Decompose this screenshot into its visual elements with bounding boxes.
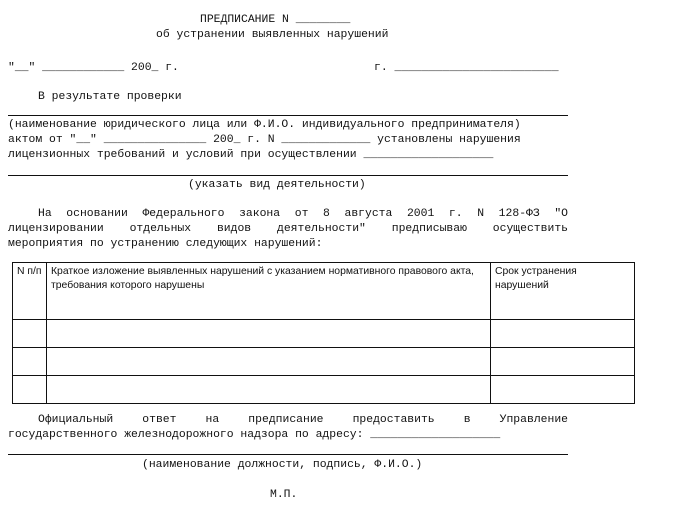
entity-caption: (наименование юридического лица или Ф.И.О. индивидуального предпринимателя) (8, 119, 521, 131)
date-line: "__" ____________ 200_ г. (8, 62, 179, 74)
city-line: г. ________________________ (374, 62, 559, 74)
table-row (13, 348, 635, 376)
table-cell (491, 348, 635, 376)
table-cell (13, 348, 47, 376)
table-cell (47, 348, 491, 376)
table-row (13, 320, 635, 348)
answer-para-line-2: государственного железнодорожного надзора по адресу: ___________________ (8, 429, 501, 441)
document-title: ПРЕДПИСАНИЕ N ________ (200, 14, 351, 26)
stamp-label: М.П. (270, 489, 298, 501)
table-cell (47, 320, 491, 348)
activity-caption: (указать вид деятельности) (188, 179, 366, 191)
table-cell (491, 376, 635, 404)
answer-para-line-1: Официальный ответ на предписание предоставить в Управление (38, 414, 568, 426)
header-deadline: Срок устранения нарушений (491, 263, 635, 320)
table-header-row (13, 263, 635, 320)
law-para-line-2: лицензировании отдельных видов деятельности" предписываю осуществить (8, 223, 568, 235)
entity-name-line (8, 115, 568, 116)
signature-caption: (наименование должности, подпись, Ф.И.О.) (142, 459, 423, 471)
header-number: N п/п (13, 263, 47, 320)
table-cell (47, 376, 491, 404)
table-cell (13, 320, 47, 348)
law-para-line-1: На основании Федерального закона от 8 августа 2001 г. N 128-ФЗ "О (38, 208, 568, 220)
law-para-line-3: мероприятия по устранению следующих нарушений: (8, 238, 323, 250)
document-subtitle: об устранении выявленных нарушений (156, 29, 389, 41)
intro-text: В результате проверки (38, 91, 182, 103)
table-cell (13, 376, 47, 404)
signature-line (8, 454, 568, 455)
table-cell (491, 320, 635, 348)
license-line: лицензионных требований и условий при осуществлении ___________________ (8, 149, 494, 161)
table-row (13, 376, 635, 404)
act-line: актом от "__" _______________ 200_ г. N _____________ установлены нарушения (8, 134, 521, 146)
header-description: Краткое изложение выявленных нарушений с указанием нормативного правового акта, требования которого нарушены (47, 263, 491, 320)
violations-table (12, 262, 635, 404)
activity-line (8, 175, 568, 176)
